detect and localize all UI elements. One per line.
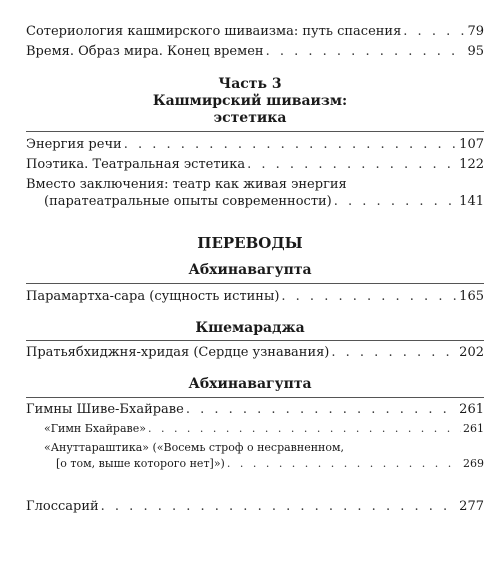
toc-entry-title: Время. Образ мира. Конец времен xyxy=(26,44,264,59)
dot-leader xyxy=(331,345,457,361)
author-heading-kshemaraja: Кшемараджа xyxy=(195,320,305,336)
dot-leader xyxy=(334,194,457,210)
toc-entry-title: Глоссарий xyxy=(26,499,99,514)
toc-entry-page: 202 xyxy=(459,345,484,360)
toc-entry-hymns xyxy=(26,402,484,418)
toc-entry-paramartha xyxy=(26,289,484,305)
dot-leader xyxy=(148,421,461,437)
dot-leader xyxy=(266,44,466,60)
toc-entry-page: 79 xyxy=(467,24,484,39)
toc-entry-speech-energy xyxy=(26,137,484,153)
toc-entry-conclusion xyxy=(26,177,484,193)
part3-title-line1: Кашмирский шиваизм: xyxy=(152,93,348,109)
author-heading-abhinavagupta-2: Абхинавагупта xyxy=(188,376,312,392)
toc-subentry-anuttarashtika-cont xyxy=(56,456,484,472)
toc-entry-title-continuation: (паратеатральные опыты современности) xyxy=(44,194,332,209)
toc-entry-page: 141 xyxy=(459,194,484,209)
toc-entry-title: Энергия речи xyxy=(26,137,122,152)
toc-entry-page: 107 xyxy=(459,137,484,152)
dot-leader xyxy=(247,157,457,173)
section-divider xyxy=(26,283,484,284)
toc-entry-title: Вместо заключения: театр как живая энергия xyxy=(26,177,347,192)
author-heading-abhinavagupta-1: Абхинавагупта xyxy=(188,262,312,278)
section-divider xyxy=(26,397,484,398)
toc-entry-title: Гимны Шиве-Бхайраве xyxy=(26,402,184,417)
dot-leader xyxy=(403,24,465,40)
dot-leader xyxy=(227,456,461,472)
toc-entry-glossary xyxy=(26,499,484,515)
toc-entry-title: Парамартха-сара (сущность истины) xyxy=(26,289,280,304)
toc-entry-page: 269 xyxy=(463,457,484,470)
section-divider xyxy=(26,131,484,132)
toc-entry-page: 165 xyxy=(459,289,484,304)
dot-leader xyxy=(186,402,457,418)
toc-entry-title: Сотериология кашмирского шиваизма: путь спасения xyxy=(26,24,402,39)
part3-title-line2: эстетика xyxy=(213,110,287,126)
section-divider xyxy=(26,340,484,341)
toc-entry-page: 122 xyxy=(459,157,484,172)
toc-entry-title-continuation: [о том, выше которого нет]») xyxy=(56,457,225,470)
toc-entry-time xyxy=(26,44,484,60)
toc-entry-title: «Ануттараштика» («Восемь строф о несравненном, xyxy=(44,441,345,454)
toc-entry-soteriology xyxy=(26,24,484,40)
toc-entry-pratyabhijna xyxy=(26,345,484,361)
part3-number: Часть 3 xyxy=(218,76,282,92)
toc-entry-page: 95 xyxy=(467,44,484,59)
toc-entry-title: Пратьябхиджня-хридая (Сердце узнавания) xyxy=(26,345,330,360)
toc-entry-poetics xyxy=(26,157,484,173)
dot-leader xyxy=(101,499,458,515)
dot-leader xyxy=(124,137,457,153)
dot-leader xyxy=(281,289,457,305)
toc-entry-page: 261 xyxy=(463,422,484,435)
toc-entry-page: 261 xyxy=(459,402,484,417)
toc-subentry-bhairava-hymn xyxy=(44,421,484,437)
translations-heading: ПЕРЕВОДЫ xyxy=(197,234,303,252)
toc-entry-title: «Гимн Бхайраве» xyxy=(44,422,146,435)
toc-entry-title: Поэтика. Театральная эстетика xyxy=(26,157,246,172)
toc-entry-conclusion-cont xyxy=(44,194,484,210)
toc-entry-page: 277 xyxy=(459,499,484,514)
toc-subentry-anuttarashtika xyxy=(44,440,484,456)
